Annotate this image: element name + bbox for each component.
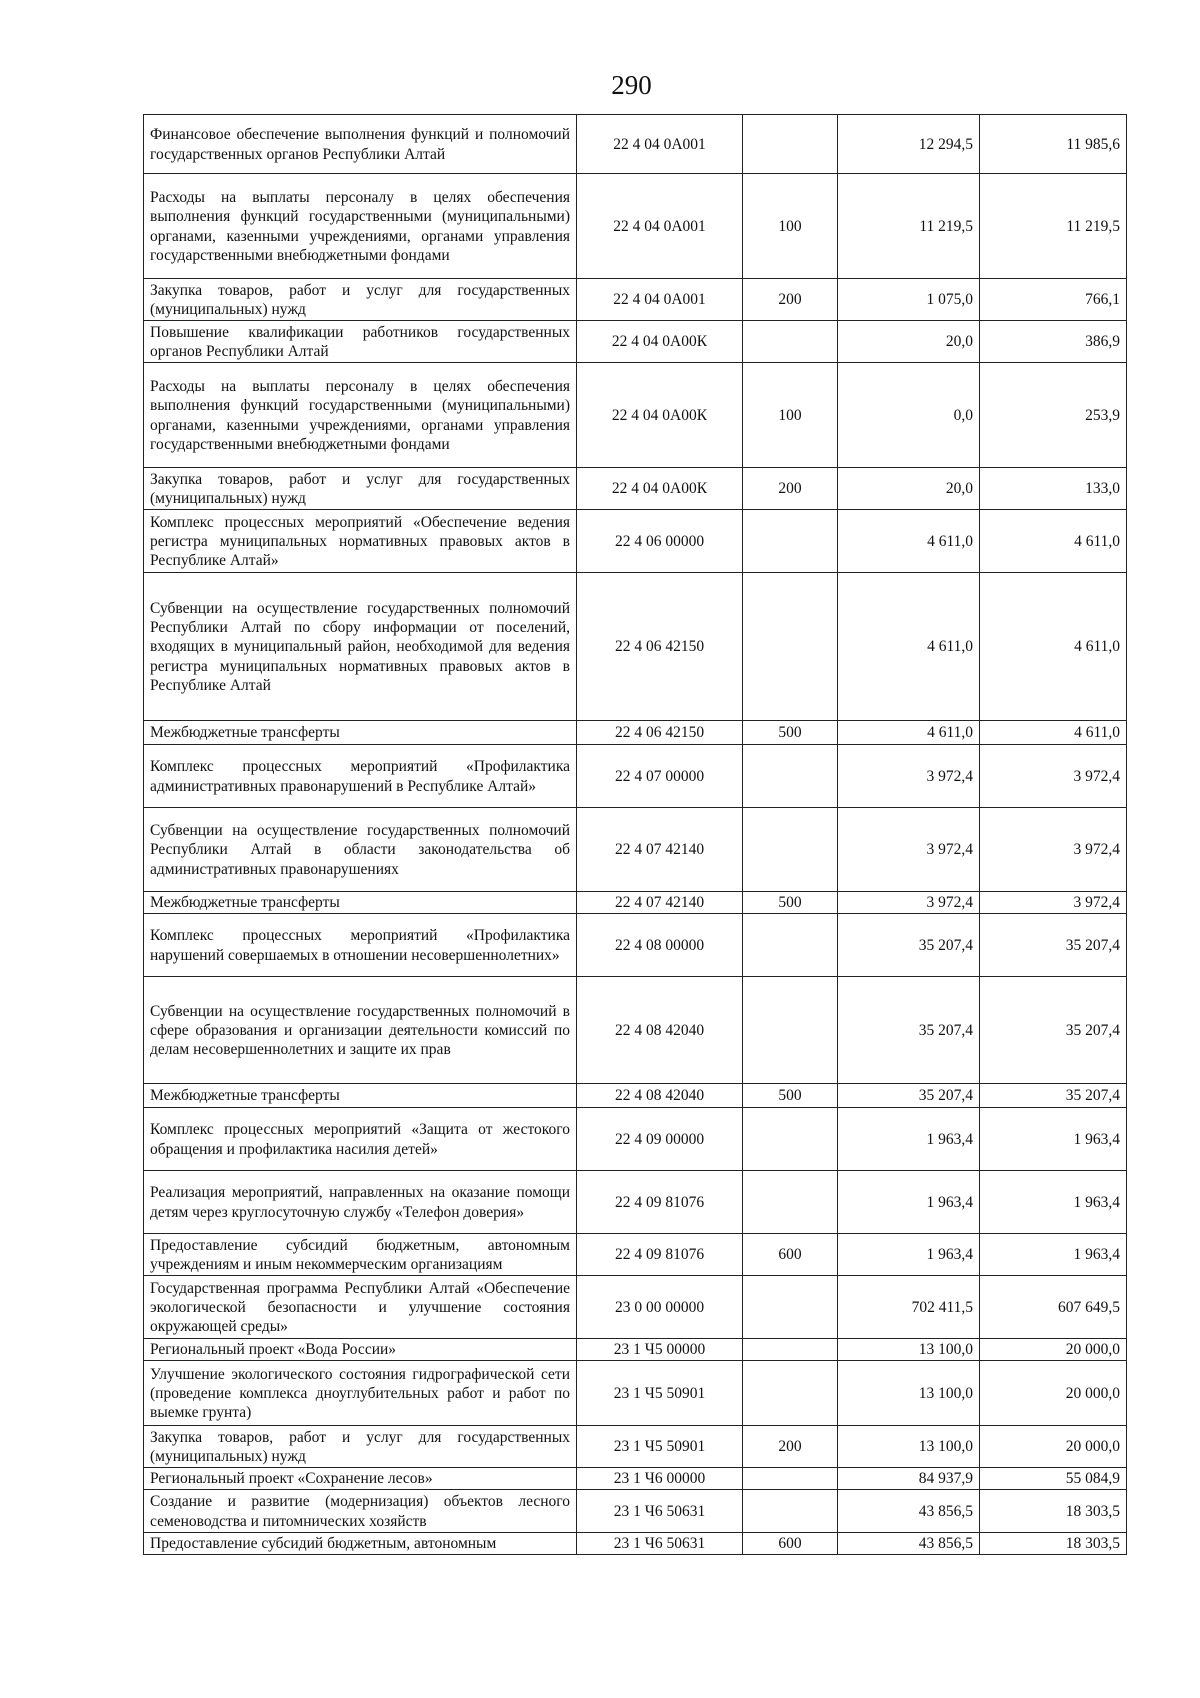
row-sum-1: 13 100,0 [838, 1339, 980, 1361]
row-sum-1: 13 100,0 [838, 1361, 980, 1426]
table-row [144, 977, 1127, 1084]
row-sum-2: 18 303,5 [980, 1533, 1127, 1555]
row-name: Улучшение экологического состояния гидрографической сети (проведение комплекса дноуглубительных работ и работ по выемке грунта) [144, 1361, 577, 1426]
row-sum-2: 4 611,0 [980, 573, 1127, 721]
row-sum-2: 4 611,0 [980, 510, 1127, 573]
row-code: 22 4 09 81076 [577, 1234, 743, 1276]
row-expense-type [743, 1490, 838, 1533]
row-name: Межбюджетные трансферты [144, 1084, 577, 1108]
row-code: 22 4 06 42150 [577, 721, 743, 745]
row-code: 22 4 04 0А001 [577, 115, 743, 174]
row-sum-2: 35 207,4 [980, 914, 1127, 977]
row-expense-type [743, 1276, 838, 1339]
table-row [144, 1490, 1127, 1533]
row-expense-type [743, 1108, 838, 1171]
row-name: Расходы на выплаты персоналу в целях обеспечения выполнения функций государственными (муниципальными) органами, казенными учреждениями, органами управления государственными внебюджетными фондами [144, 174, 577, 279]
row-code: 22 4 06 42150 [577, 573, 743, 721]
table-row [144, 174, 1127, 279]
row-sum-2: 1 963,4 [980, 1234, 1127, 1276]
table-row [144, 468, 1127, 510]
row-name: Субвенции на осуществление государственных полномочий Республики Алтай по сбору информации от поселений, входящих в муниципальный район, необходимой для ведения регистра муниципальных нормативных правовых актов в Республике Алтай [144, 573, 577, 721]
table-row [144, 892, 1127, 914]
row-code: 23 1 Ч5 50901 [577, 1426, 743, 1468]
row-sum-2: 18 303,5 [980, 1490, 1127, 1533]
row-sum-2: 3 972,4 [980, 892, 1127, 914]
row-code: 23 1 Ч6 50631 [577, 1490, 743, 1533]
row-sum-2: 4 611,0 [980, 721, 1127, 745]
row-sum-1: 4 611,0 [838, 573, 980, 721]
budget-table-body [144, 115, 1127, 1555]
row-expense-type [743, 321, 838, 363]
row-sum-2: 766,1 [980, 279, 1127, 321]
row-sum-2: 386,9 [980, 321, 1127, 363]
row-sum-2: 35 207,4 [980, 977, 1127, 1084]
row-expense-type: 500 [743, 892, 838, 914]
row-sum-1: 702 411,5 [838, 1276, 980, 1339]
table-row [144, 573, 1127, 721]
row-sum-2: 35 207,4 [980, 1084, 1127, 1108]
table-row [144, 808, 1127, 892]
row-code: 22 4 09 00000 [577, 1108, 743, 1171]
row-sum-1: 1 963,4 [838, 1108, 980, 1171]
row-sum-2: 3 972,4 [980, 808, 1127, 892]
row-name: Закупка товаров, работ и услуг для государственных (муниципальных) нужд [144, 279, 577, 321]
row-code: 22 4 04 0А00К [577, 468, 743, 510]
table-row [144, 1533, 1127, 1555]
row-name: Комплекс процессных мероприятий «Профилактика нарушений совершаемых в отношении несовершеннолетних» [144, 914, 577, 977]
row-sum-1: 4 611,0 [838, 510, 980, 573]
row-name: Реализация мероприятий, направленных на оказание помощи детям через круглосуточную службу «Телефон доверия» [144, 1171, 577, 1234]
row-expense-type [743, 808, 838, 892]
row-expense-type: 600 [743, 1533, 838, 1555]
row-name: Финансовое обеспечение выполнения функций и полномочий государственных органов Республики Алтай [144, 115, 577, 174]
row-name: Расходы на выплаты персоналу в целях обеспечения выполнения функций государственными (муниципальными) органами, казенными учреждениями, органами управления государственными внебюджетными фондами [144, 363, 577, 468]
table-row [144, 1084, 1127, 1108]
row-sum-2: 3 972,4 [980, 745, 1127, 808]
row-name: Государственная программа Республики Алтай «Обеспечение экологической безопасности и улучшение состояния окружающей среды» [144, 1276, 577, 1339]
row-code: 22 4 04 0А00К [577, 321, 743, 363]
row-sum-1: 4 611,0 [838, 721, 980, 745]
row-sum-1: 3 972,4 [838, 808, 980, 892]
row-sum-1: 84 937,9 [838, 1468, 980, 1490]
row-sum-1: 35 207,4 [838, 914, 980, 977]
row-sum-2: 11 985,6 [980, 115, 1127, 174]
row-code: 22 4 04 0А001 [577, 279, 743, 321]
row-name: Комплекс процессных мероприятий «Защита от жестокого обращения и профилактика насилия детей» [144, 1108, 577, 1171]
row-name: Предоставление субсидий бюджетным, автономным учреждениям и иным некоммерческим организациям [144, 1234, 577, 1276]
row-expense-type [743, 115, 838, 174]
row-sum-2: 607 649,5 [980, 1276, 1127, 1339]
row-code: 23 0 00 00000 [577, 1276, 743, 1339]
row-sum-1: 20,0 [838, 321, 980, 363]
row-sum-1: 1 963,4 [838, 1171, 980, 1234]
table-row [144, 115, 1127, 174]
row-code: 22 4 04 0А00К [577, 363, 743, 468]
row-sum-2: 253,9 [980, 363, 1127, 468]
row-name: Закупка товаров, работ и услуг для государственных (муниципальных) нужд [144, 468, 577, 510]
row-sum-1: 1 075,0 [838, 279, 980, 321]
row-sum-2: 1 963,4 [980, 1171, 1127, 1234]
row-sum-1: 43 856,5 [838, 1533, 980, 1555]
table-row [144, 1361, 1127, 1426]
table-row [144, 279, 1127, 321]
row-sum-2: 20 000,0 [980, 1426, 1127, 1468]
row-code: 23 1 Ч5 50901 [577, 1361, 743, 1426]
row-expense-type [743, 745, 838, 808]
budget-table [143, 114, 1127, 1555]
row-sum-2: 20 000,0 [980, 1339, 1127, 1361]
table-row [144, 721, 1127, 745]
row-expense-type [743, 510, 838, 573]
row-code: 22 4 08 42040 [577, 1084, 743, 1108]
page-number: 290 [611, 70, 652, 100]
row-name: Закупка товаров, работ и услуг для государственных (муниципальных) нужд [144, 1426, 577, 1468]
row-name: Межбюджетные трансферты [144, 721, 577, 745]
row-expense-type: 200 [743, 1426, 838, 1468]
row-name: Комплекс процессных мероприятий «Профилактика административных правонарушений в Республике Алтай» [144, 745, 577, 808]
row-expense-type [743, 1339, 838, 1361]
row-sum-2: 1 963,4 [980, 1108, 1127, 1171]
row-sum-1: 0,0 [838, 363, 980, 468]
row-sum-1: 12 294,5 [838, 115, 980, 174]
row-code: 22 4 08 00000 [577, 914, 743, 977]
row-sum-2: 55 084,9 [980, 1468, 1127, 1490]
table-row [144, 363, 1127, 468]
row-code: 22 4 06 00000 [577, 510, 743, 573]
table-row [144, 914, 1127, 977]
table-row [144, 1339, 1127, 1361]
table-row [144, 1234, 1127, 1276]
row-name: Субвенции на осуществление государственных полномочий Республики Алтай в области законодательства об административных правонарушениях [144, 808, 577, 892]
row-name: Повышение квалификации работников государственных органов Республики Алтай [144, 321, 577, 363]
table-row [144, 1108, 1127, 1171]
row-expense-type [743, 1468, 838, 1490]
row-sum-2: 20 000,0 [980, 1361, 1127, 1426]
row-name: Региональный проект «Вода России» [144, 1339, 577, 1361]
row-name: Региональный проект «Сохранение лесов» [144, 1468, 577, 1490]
table-row [144, 1276, 1127, 1339]
row-code: 22 4 09 81076 [577, 1171, 743, 1234]
row-expense-type [743, 1361, 838, 1426]
row-expense-type: 200 [743, 468, 838, 510]
row-code: 22 4 04 0А001 [577, 174, 743, 279]
table-row [144, 1468, 1127, 1490]
row-sum-2: 133,0 [980, 468, 1127, 510]
row-expense-type: 100 [743, 363, 838, 468]
row-expense-type [743, 977, 838, 1084]
row-code: 23 1 Ч6 50631 [577, 1533, 743, 1555]
row-expense-type: 600 [743, 1234, 838, 1276]
row-expense-type: 100 [743, 174, 838, 279]
row-expense-type [743, 573, 838, 721]
row-expense-type: 500 [743, 721, 838, 745]
row-sum-1: 3 972,4 [838, 892, 980, 914]
row-name: Межбюджетные трансферты [144, 892, 577, 914]
row-sum-1: 13 100,0 [838, 1426, 980, 1468]
table-row [144, 510, 1127, 573]
row-sum-1: 43 856,5 [838, 1490, 980, 1533]
table-row [144, 1426, 1127, 1468]
row-code: 23 1 Ч5 00000 [577, 1339, 743, 1361]
row-sum-1: 35 207,4 [838, 1084, 980, 1108]
row-code: 22 4 07 42140 [577, 892, 743, 914]
row-code: 22 4 07 00000 [577, 745, 743, 808]
row-sum-2: 11 219,5 [980, 174, 1127, 279]
row-code: 23 1 Ч6 00000 [577, 1468, 743, 1490]
row-expense-type [743, 914, 838, 977]
row-sum-1: 35 207,4 [838, 977, 980, 1084]
row-name: Субвенции на осуществление государственных полномочий в сфере образования и организации деятельности комиссий по делам несовершеннолетних и защите их прав [144, 977, 577, 1084]
row-sum-1: 20,0 [838, 468, 980, 510]
row-sum-1: 1 963,4 [838, 1234, 980, 1276]
table-row [144, 1171, 1127, 1234]
row-name: Комплекс процессных мероприятий «Обеспечение ведения регистра муниципальных нормативных правовых актов в Республике Алтай» [144, 510, 577, 573]
row-sum-1: 11 219,5 [838, 174, 980, 279]
row-expense-type [743, 1171, 838, 1234]
table-row [144, 321, 1127, 363]
row-sum-1: 3 972,4 [838, 745, 980, 808]
row-code: 22 4 08 42040 [577, 977, 743, 1084]
row-name: Предоставление субсидий бюджетным, автономным [144, 1533, 577, 1555]
table-row [144, 745, 1127, 808]
row-expense-type: 200 [743, 279, 838, 321]
row-code: 22 4 07 42140 [577, 808, 743, 892]
row-name: Создание и развитие (модернизация) объектов лесного семеноводства и питомнических хозяйств [144, 1490, 577, 1533]
row-expense-type: 500 [743, 1084, 838, 1108]
